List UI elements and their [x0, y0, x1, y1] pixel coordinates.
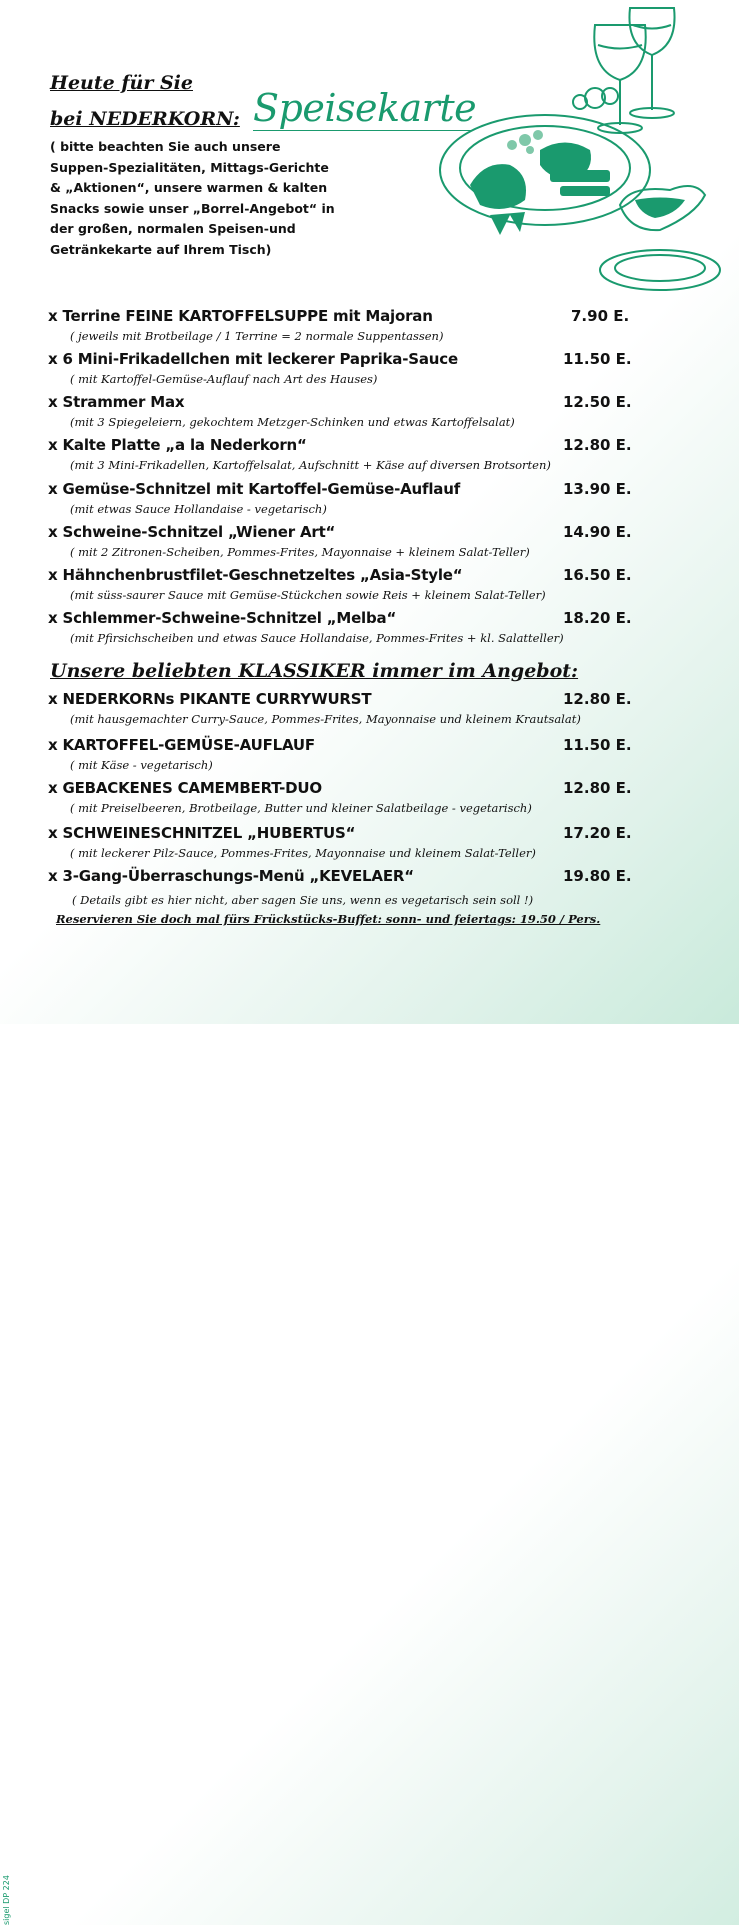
header-line-1: Heute für Sie: [50, 72, 193, 94]
menu-item-description: (mit etwas Sauce Hollandaise - vegetarisch): [70, 502, 327, 516]
menu-item-price: 16.50 E.: [563, 566, 632, 584]
menu-item-price: 18.20 E.: [563, 609, 632, 627]
header-line-2: bei NEDERKORN:: [50, 108, 240, 130]
menu-item-description: ( jeweils mit Brotbeilage / 1 Terrine = 2 normale Suppentassen): [70, 329, 444, 343]
menu-item-name: x Hähnchenbrustfilet-Geschnetzeltes „Asia-Style“: [48, 566, 463, 584]
menu-item-price: 13.90 E.: [563, 480, 632, 498]
menu-item-description: (mit 3 Spiegeleiern, gekochtem Metzger-Schinken und etwas Kartoffelsalat): [70, 415, 515, 429]
menu-item-price: 12.80 E.: [563, 779, 632, 797]
menu-item-price: 14.90 E.: [563, 523, 632, 541]
menu-item-description: ( mit leckerer Pilz-Sauce, Pommes-Frites, Mayonnaise und kleinem Salat-Teller): [70, 846, 536, 860]
menu-item-price: 19.80 E.: [563, 867, 632, 885]
menu-item-price: 7.90 E.: [571, 307, 630, 325]
edge-mark: sigel DP 224: [2, 1875, 11, 1925]
menu-item-name: x KARTOFFEL-GEMÜSE-AUFLAUF: [48, 736, 315, 754]
menu-item-description: (mit Pfirsichscheiben und etwas Sauce Hollandaise, Pommes-Frites + kl. Salatteller): [70, 631, 564, 645]
menu-item-name: x Schlemmer-Schweine-Schnitzel „Melba“: [48, 609, 397, 627]
menu-item-description: ( mit Kartoffel-Gemüse-Auflauf nach Art des Hauses): [70, 372, 378, 386]
menu-item-name: x 3-Gang-Überraschungs-Menü „KEVELAER“: [48, 867, 414, 885]
wine-glasses-and-plate-illustration: [430, 0, 739, 310]
menu-item-name: x Gemüse-Schnitzel mit Kartoffel-Gemüse-Auflauf: [48, 480, 461, 498]
intro-note: ( bitte beachten Sie auch unsere Suppen-Spezialitäten, Mittags-Gerichte & „Aktionen“, unsere warmen & kalten Snacks sowie unser „Borrel-Angebot“ in der großen, normalen Speisen-und Getränkekarte auf Ihrem Tisch): [50, 139, 335, 257]
menu-item-name: x 6 Mini-Frikadellchen mit leckerer Paprika-Sauce: [48, 350, 458, 368]
menu-item-description: (mit hausgemachter Curry-Sauce, Pommes-Frites, Mayonnaise und kleinem Krautsalat): [70, 712, 581, 726]
menu-item-price: 17.20 E.: [563, 824, 632, 842]
menu-item-description: (mit 3 Mini-Frikadellen, Kartoffelsalat, Aufschnitt + Käse auf diversen Brotsorten): [70, 458, 551, 472]
menu-item-price: 12.50 E.: [563, 393, 632, 411]
menu-item-price: 11.50 E.: [563, 736, 632, 754]
reservation-note: Reservieren Sie doch mal fürs Frückstücks-Buffet: sonn- und feiertags: 19.50 / Pers.: [56, 912, 601, 926]
menu-item-price: 11.50 E.: [563, 350, 632, 368]
menu-item-description: ( mit Käse - vegetarisch): [70, 758, 213, 772]
menu-item-name: x NEDERKORNs PIKANTE CURRYWURST: [48, 690, 372, 708]
menu-item-price: 12.80 E.: [563, 690, 632, 708]
footer-note: ( Details gibt es hier nicht, aber sagen Sie uns, wenn es vegetarisch sein soll !): [72, 893, 534, 907]
menu-item-name: x Kalte Platte „a la Nederkorn“: [48, 436, 307, 454]
klassiker-heading: Unsere beliebten KLASSIKER immer im Angebot:: [50, 660, 579, 682]
menu-item-description: (mit süss-saurer Sauce mit Gemüse-Stückchen sowie Reis + kleinem Salat-Teller): [70, 588, 546, 602]
menu-item-price: 12.80 E.: [563, 436, 632, 454]
menu-item-name: x SCHWEINESCHNITZEL „HUBERTUS“: [48, 824, 356, 842]
menu-item-name: x Strammer Max: [48, 393, 185, 411]
menu-item-name: x GEBACKENES CAMEMBERT-DUO: [48, 779, 322, 797]
menu-item-name: x Terrine FEINE KARTOFFELSUPPE mit Majoran: [48, 307, 433, 325]
menu-title: Speisekarte: [253, 86, 477, 130]
menu-item-description: ( mit 2 Zitronen-Scheiben, Pommes-Frites, Mayonnaise + kleinem Salat-Teller): [70, 545, 530, 559]
menu-item-description: ( mit Preiselbeeren, Brotbeilage, Butter und kleiner Salatbeilage - vegetarisch): [70, 801, 532, 815]
menu-item-name: x Schweine-Schnitzel „Wiener Art“: [48, 523, 336, 541]
